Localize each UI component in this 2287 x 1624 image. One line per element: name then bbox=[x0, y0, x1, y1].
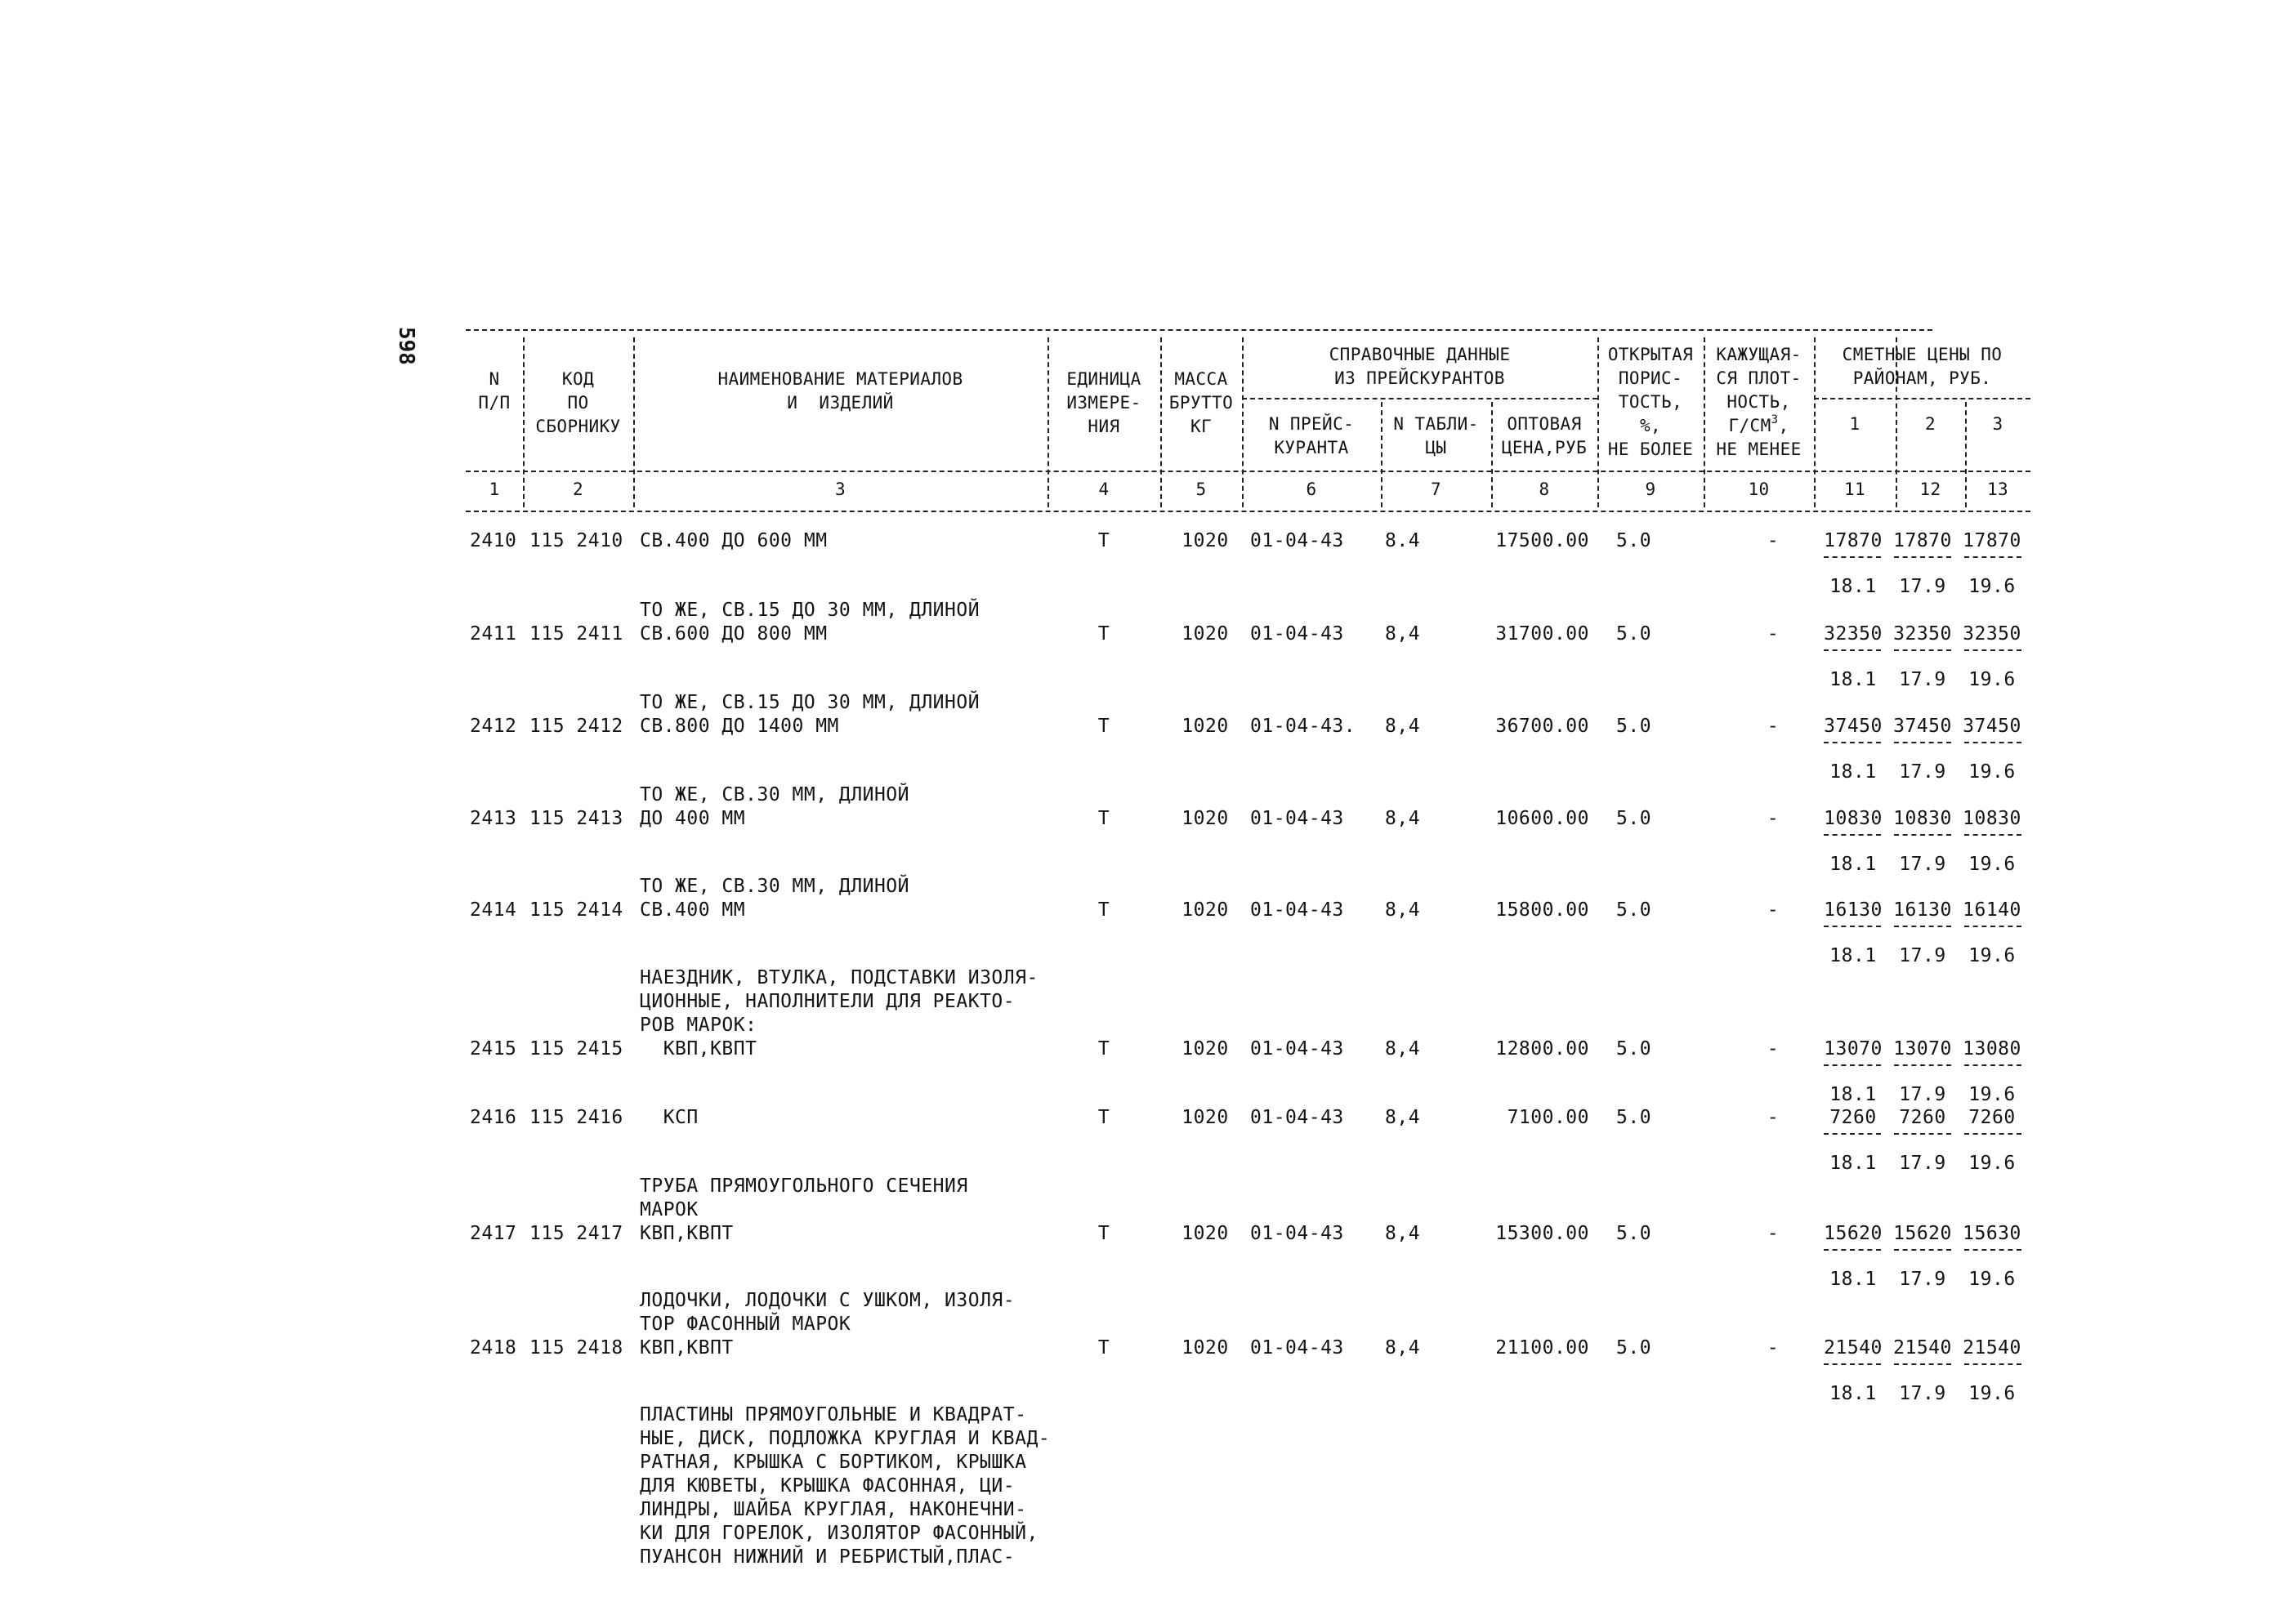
collection-code: 115 2410 bbox=[529, 530, 623, 551]
item-description-line: ТРУБА ПРЯМОУГОЛЬНОГО СЕЧЕНИЯ bbox=[640, 1176, 968, 1197]
item-name: КВП,КВПТ bbox=[640, 1038, 757, 1060]
unit: Т bbox=[1097, 1223, 1110, 1244]
fraction-rule bbox=[1894, 834, 1951, 836]
table-number: 8,4 bbox=[1385, 1337, 1421, 1359]
gross-mass: 1020 bbox=[1181, 716, 1229, 737]
unit: Т bbox=[1097, 899, 1110, 921]
estimate-price-region-3: 32350 bbox=[1963, 623, 2021, 645]
column-number: 4 bbox=[1098, 480, 1110, 499]
column-number: 5 bbox=[1195, 480, 1207, 499]
estimate-price-region-1: 16130 bbox=[1824, 899, 1883, 921]
estimate-price-region-2: 10830 bbox=[1893, 808, 1952, 829]
estimate-price-region-2: 17870 bbox=[1893, 530, 1952, 551]
table-number: 8,4 bbox=[1385, 1107, 1421, 1128]
estimate-price-region-1: 13070 bbox=[1824, 1038, 1883, 1060]
coefficient-region-2: 17.9 bbox=[1899, 669, 1946, 690]
header-c3-line: НАИМЕНОВАНИЕ МАТЕРИАЛОВ bbox=[717, 369, 963, 389]
estimate-price-region-3: 37450 bbox=[1963, 716, 2021, 737]
header-c2-line: КОД bbox=[561, 369, 595, 389]
fraction-rule bbox=[1824, 742, 1881, 743]
column-number: 13 bbox=[1986, 480, 2009, 499]
open-porosity: 5.0 bbox=[1616, 808, 1652, 829]
table-number: 8,4 bbox=[1385, 899, 1421, 921]
item-name: СВ.400 ДО 600 ММ bbox=[640, 530, 828, 551]
header-c7-line: ЦЫ bbox=[1425, 438, 1447, 457]
table-number: 8.4 bbox=[1385, 530, 1421, 551]
gross-mass: 1020 bbox=[1181, 899, 1229, 921]
pricelist-number: 01-04-43 bbox=[1250, 1038, 1344, 1060]
item-name: СВ.400 ММ bbox=[640, 899, 746, 921]
coefficient-region-1: 18.1 bbox=[1829, 576, 1877, 597]
header-c6-line: КУРАНТА bbox=[1274, 438, 1349, 457]
header-c5-line: БРУТТО bbox=[1168, 393, 1234, 413]
estimate-price-region-1: 7260 bbox=[1829, 1107, 1877, 1128]
pricelist-number: 01-04-43 bbox=[1250, 1107, 1344, 1128]
header-c8-line: ЦЕНА,РУБ bbox=[1501, 438, 1588, 457]
estimate-price-region-3: 10830 bbox=[1963, 808, 2021, 829]
item-description-line: ТО ЖЕ, СВ.30 ММ, ДЛИНОЙ bbox=[640, 876, 909, 897]
collection-code: 115 2416 bbox=[529, 1107, 623, 1128]
row-number: 2410 bbox=[470, 530, 517, 551]
header-c5-line: МАССА bbox=[1174, 369, 1228, 389]
apparent-density: - bbox=[1767, 623, 1780, 645]
row-number: 2411 bbox=[470, 623, 517, 645]
price-group-title: СМЕТНЫЕ ЦЕНЫ ПО bbox=[1842, 345, 2003, 364]
row-number: 2418 bbox=[470, 1337, 517, 1359]
coefficient-region-1: 18.1 bbox=[1829, 1383, 1877, 1404]
estimate-price-region-1: 37450 bbox=[1824, 716, 1883, 737]
gross-mass: 1020 bbox=[1181, 1337, 1229, 1359]
apparent-density: - bbox=[1767, 808, 1780, 829]
table-number: 8,4 bbox=[1385, 1223, 1421, 1244]
collection-code: 115 2411 bbox=[529, 623, 623, 645]
fraction-rule bbox=[1964, 1133, 2021, 1135]
table-top-rule bbox=[466, 329, 1932, 331]
column-number: 2 bbox=[572, 480, 584, 499]
apparent-density: - bbox=[1767, 1223, 1780, 1244]
fraction-rule bbox=[1964, 834, 2021, 836]
fraction-rule bbox=[1824, 926, 1881, 927]
item-description-line: ТОР ФАСОННЫЙ МАРОК bbox=[640, 1314, 851, 1335]
coefficient-region-3: 19.6 bbox=[1968, 761, 2016, 783]
header-c10-line: НОСТЬ, bbox=[1726, 392, 1791, 412]
fraction-rule bbox=[1964, 1249, 2021, 1251]
item-name: СВ.800 ДО 1400 ММ bbox=[640, 716, 839, 737]
coefficient-region-2: 17.9 bbox=[1899, 576, 1946, 597]
coefficient-region-1: 18.1 bbox=[1829, 945, 1877, 966]
pricelist-number: 01-04-43 bbox=[1250, 1337, 1344, 1359]
fraction-rule bbox=[1964, 926, 2021, 927]
pricelist-number: 01-04-43 bbox=[1250, 530, 1344, 551]
coefficient-region-3: 19.6 bbox=[1968, 1383, 2016, 1404]
table-number: 8,4 bbox=[1385, 808, 1421, 829]
collection-code: 115 2418 bbox=[529, 1337, 623, 1359]
ref-group-title: ИЗ ПРЕЙСКУРАНТОВ bbox=[1334, 368, 1505, 388]
header-bottom-rule bbox=[466, 511, 2030, 512]
estimate-price-region-3: 17870 bbox=[1963, 530, 2021, 551]
continued-description-line: РАТНАЯ, КРЫШКА С БОРТИКОМ, КРЫШКА bbox=[640, 1452, 1027, 1473]
fraction-rule bbox=[1824, 1363, 1881, 1365]
coefficient-region-1: 18.1 bbox=[1829, 761, 1877, 783]
header-c9-line: ОТКРЫТАЯ bbox=[1607, 345, 1694, 364]
item-name: КСП bbox=[640, 1107, 699, 1128]
region-number: 2 bbox=[1924, 414, 1936, 434]
cube-superscript: 3 bbox=[1771, 413, 1779, 426]
estimate-price-region-2: 7260 bbox=[1899, 1107, 1946, 1128]
estimate-price-region-2: 21540 bbox=[1893, 1337, 1952, 1359]
coefficient-region-2: 17.9 bbox=[1899, 761, 1946, 783]
column-number: 10 bbox=[1748, 480, 1770, 499]
fraction-rule bbox=[1824, 556, 1881, 558]
estimate-price-region-1: 21540 bbox=[1824, 1337, 1883, 1359]
header-c9-line: ТОСТЬ, bbox=[1618, 392, 1683, 412]
header-c4-line: ИЗМЕРЕ- bbox=[1066, 393, 1141, 413]
gross-mass: 1020 bbox=[1181, 808, 1229, 829]
item-description-line: МАРОК bbox=[640, 1199, 699, 1220]
table-number: 8,4 bbox=[1385, 623, 1421, 645]
wholesale-price: 10600.00 bbox=[1495, 808, 1589, 829]
price-subheader-rule bbox=[1814, 398, 2030, 399]
column-number: 1 bbox=[489, 480, 500, 499]
coefficient-region-1: 18.1 bbox=[1829, 1153, 1877, 1174]
apparent-density: - bbox=[1767, 1107, 1780, 1128]
row-number: 2417 bbox=[470, 1223, 517, 1244]
fraction-rule bbox=[1964, 649, 2021, 651]
collection-code: 115 2417 bbox=[529, 1223, 623, 1244]
open-porosity: 5.0 bbox=[1616, 1223, 1652, 1244]
fraction-rule bbox=[1824, 834, 1881, 836]
collection-code: 115 2414 bbox=[529, 899, 623, 921]
header-c4-line: ЕДИНИЦА bbox=[1066, 369, 1141, 389]
fraction-rule bbox=[1894, 1249, 1951, 1251]
header-c8-line: ОПТОВАЯ bbox=[1507, 414, 1582, 434]
fraction-rule bbox=[1964, 1064, 2021, 1066]
apparent-density: - bbox=[1767, 1038, 1780, 1060]
open-porosity: 5.0 bbox=[1616, 1337, 1652, 1359]
coefficient-region-2: 17.9 bbox=[1899, 945, 1946, 966]
unit: Т bbox=[1097, 1107, 1110, 1128]
wholesale-price: 7100.00 bbox=[1507, 1107, 1589, 1128]
coefficient-region-3: 19.6 bbox=[1968, 945, 2016, 966]
item-name: КВП,КВПТ bbox=[640, 1223, 734, 1244]
coefficient-region-2: 17.9 bbox=[1899, 854, 1946, 875]
estimate-price-region-3: 15630 bbox=[1963, 1223, 2021, 1244]
open-porosity: 5.0 bbox=[1616, 1107, 1652, 1128]
pricelist-number: 01-04-43 bbox=[1250, 1223, 1344, 1244]
apparent-density: - bbox=[1767, 716, 1780, 737]
wholesale-price: 15800.00 bbox=[1495, 899, 1589, 921]
gross-mass: 1020 bbox=[1181, 1107, 1229, 1128]
row-number: 2414 bbox=[470, 899, 517, 921]
wholesale-price: 36700.00 bbox=[1495, 716, 1589, 737]
apparent-density: - bbox=[1767, 899, 1780, 921]
gross-mass: 1020 bbox=[1181, 1223, 1229, 1244]
estimate-price-region-3: 16140 bbox=[1963, 899, 2021, 921]
apparent-density: - bbox=[1767, 1337, 1780, 1359]
fraction-rule bbox=[1894, 1064, 1951, 1066]
item-description-line: ТО ЖЕ, СВ.30 ММ, ДЛИНОЙ bbox=[640, 784, 909, 805]
header-c9-line: НЕ БОЛЕЕ bbox=[1607, 439, 1694, 459]
column-number: 9 bbox=[1645, 480, 1656, 499]
item-name: СВ.600 ДО 800 ММ bbox=[640, 623, 828, 645]
region-number: 1 bbox=[1849, 414, 1860, 434]
coefficient-region-1: 18.1 bbox=[1829, 1084, 1877, 1105]
gross-mass: 1020 bbox=[1181, 1038, 1229, 1060]
coefficient-region-3: 19.6 bbox=[1968, 1153, 2016, 1174]
column-number: 3 bbox=[834, 480, 846, 499]
apparent-density: - bbox=[1767, 530, 1780, 551]
estimate-price-region-2: 16130 bbox=[1893, 899, 1952, 921]
estimate-price-region-2: 32350 bbox=[1893, 623, 1952, 645]
estimate-price-region-3: 21540 bbox=[1963, 1337, 2021, 1359]
estimate-price-region-1: 32350 bbox=[1824, 623, 1883, 645]
header-c2-line: СБОРНИКУ bbox=[535, 417, 621, 436]
wholesale-price: 17500.00 bbox=[1495, 530, 1589, 551]
open-porosity: 5.0 bbox=[1616, 623, 1652, 645]
fraction-rule bbox=[1894, 1133, 1951, 1135]
fraction-rule bbox=[1894, 1363, 1951, 1365]
coefficient-region-3: 19.6 bbox=[1968, 576, 2016, 597]
estimate-price-region-1: 17870 bbox=[1824, 530, 1883, 551]
header-c3-line: И ИЗДЕЛИЙ bbox=[787, 393, 894, 413]
page-number: 598 bbox=[394, 327, 418, 365]
coefficient-region-2: 17.9 bbox=[1899, 1084, 1946, 1105]
column-number: 8 bbox=[1539, 480, 1550, 499]
collection-code: 115 2415 bbox=[529, 1038, 623, 1060]
estimate-price-region-2: 15620 bbox=[1893, 1223, 1952, 1244]
item-description-line: ТО ЖЕ, СВ.15 ДО 30 ММ, ДЛИНОЙ bbox=[640, 692, 980, 713]
coefficient-region-1: 18.1 bbox=[1829, 669, 1877, 690]
fraction-rule bbox=[1964, 556, 2021, 558]
fraction-rule bbox=[1964, 1363, 2021, 1365]
item-description-line: ЛОДОЧКИ, ЛОДОЧКИ С УШКОМ, ИЗОЛЯ- bbox=[640, 1290, 1016, 1311]
column-number: 6 bbox=[1306, 480, 1317, 499]
continued-description-line: КИ ДЛЯ ГОРЕЛОК, ИЗОЛЯТОР ФАСОННЫЙ, bbox=[640, 1523, 1039, 1544]
fraction-rule bbox=[1964, 742, 2021, 743]
item-name: КВП,КВПТ bbox=[640, 1337, 734, 1359]
estimate-price-region-2: 37450 bbox=[1893, 716, 1952, 737]
unit: Т bbox=[1097, 1038, 1110, 1060]
unit: Т bbox=[1097, 1337, 1110, 1359]
pricelist-number: 01-04-43. bbox=[1250, 716, 1356, 737]
header-c9-line: ПОРИС- bbox=[1618, 368, 1683, 388]
column-number: 7 bbox=[1430, 480, 1442, 499]
item-description-line: ТО ЖЕ, СВ.15 ДО 30 ММ, ДЛИНОЙ bbox=[640, 600, 980, 621]
estimate-price-region-1: 15620 bbox=[1824, 1223, 1883, 1244]
open-porosity: 5.0 bbox=[1616, 530, 1652, 551]
wholesale-price: 12800.00 bbox=[1495, 1038, 1589, 1060]
wholesale-price: 21100.00 bbox=[1495, 1337, 1589, 1359]
ref-subheader-rule bbox=[1242, 398, 1597, 399]
coefficient-region-1: 18.1 bbox=[1829, 1269, 1877, 1290]
header-c6-line: N ПРЕЙС- bbox=[1268, 414, 1355, 434]
collection-code: 115 2413 bbox=[529, 808, 623, 829]
header-c1-line: П/П bbox=[478, 393, 511, 413]
fraction-rule bbox=[1894, 649, 1951, 651]
row-number: 2415 bbox=[470, 1038, 517, 1060]
continued-description-line: ПУАНСОН НИЖНИЙ И РЕБРИСТЫЙ,ПЛАС- bbox=[640, 1546, 1016, 1568]
estimate-price-region-3: 13080 bbox=[1963, 1038, 2021, 1060]
row-number: 2413 bbox=[470, 808, 517, 829]
item-description-line: ЦИОННЫЕ, НАПОЛНИТЕЛИ ДЛЯ РЕАКТО- bbox=[640, 991, 1016, 1012]
continued-description-line: ЛИНДРЫ, ШАЙБА КРУГЛАЯ, НАКОНЕЧНИ- bbox=[640, 1499, 1027, 1520]
fraction-rule bbox=[1824, 1064, 1881, 1066]
header-c10-line: $Г/СМ^3$, bbox=[1728, 413, 1789, 435]
open-porosity: 5.0 bbox=[1616, 1038, 1652, 1060]
coefficient-region-2: 17.9 bbox=[1899, 1383, 1946, 1404]
row-number: 2416 bbox=[470, 1107, 517, 1128]
estimate-price-region-1: 10830 bbox=[1824, 808, 1883, 829]
column-number: 12 bbox=[1919, 480, 1941, 499]
header-c2-line: ПО bbox=[567, 393, 589, 413]
open-porosity: 5.0 bbox=[1616, 716, 1652, 737]
unit: Т bbox=[1097, 623, 1110, 645]
item-name: ДО 400 ММ bbox=[640, 808, 746, 829]
estimate-price-region-2: 13070 bbox=[1893, 1038, 1952, 1060]
pricelist-number: 01-04-43 bbox=[1250, 808, 1344, 829]
item-description-line: НАЕЗДНИК, ВТУЛКА, ПОДСТАВКИ ИЗОЛЯ- bbox=[640, 967, 1039, 988]
fraction-rule bbox=[1824, 1133, 1881, 1135]
table-number: 8,4 bbox=[1385, 716, 1421, 737]
continued-description-line: ПЛАСТИНЫ ПРЯМОУГОЛЬНЫЕ И КВАДРАТ- bbox=[640, 1404, 1027, 1425]
header-c9-line: %, bbox=[1639, 416, 1662, 435]
fraction-rule bbox=[1894, 926, 1951, 927]
collection-code: 115 2412 bbox=[529, 716, 623, 737]
column-number: 11 bbox=[1843, 480, 1866, 499]
wholesale-price: 15300.00 bbox=[1495, 1223, 1589, 1244]
header-c4-line: НИЯ bbox=[1088, 417, 1120, 436]
unit: Т bbox=[1097, 530, 1110, 551]
region-number: 3 bbox=[1992, 414, 2003, 434]
header-c10-line: НЕ МЕНЕЕ bbox=[1716, 439, 1802, 459]
coefficient-region-2: 17.9 bbox=[1899, 1153, 1946, 1174]
open-porosity: 5.0 bbox=[1616, 899, 1652, 921]
fraction-rule bbox=[1824, 649, 1881, 651]
continued-description-line: НЫЕ, ДИСК, ПОДЛОЖКА КРУГЛАЯ И КВАД- bbox=[640, 1428, 1051, 1449]
header-c10-line: СЯ ПЛОТ- bbox=[1716, 368, 1802, 388]
wholesale-price: 31700.00 bbox=[1495, 623, 1589, 645]
item-description-line: РОВ МАРОК: bbox=[640, 1015, 757, 1036]
header-c1-line: N bbox=[489, 369, 500, 389]
coefficient-region-3: 19.6 bbox=[1968, 1269, 2016, 1290]
gross-mass: 1020 bbox=[1181, 530, 1229, 551]
price-group-title: РАЙОНАМ, РУБ. bbox=[1852, 368, 1992, 388]
row-number: 2412 bbox=[470, 716, 517, 737]
ref-group-title: СПРАВОЧНЫЕ ДАННЫЕ bbox=[1329, 345, 1511, 364]
coefficient-region-2: 17.9 bbox=[1899, 1269, 1946, 1290]
fraction-rule bbox=[1824, 1249, 1881, 1251]
header-rule bbox=[466, 471, 2030, 472]
coefficient-region-3: 19.6 bbox=[1968, 1084, 2016, 1105]
unit: Т bbox=[1097, 716, 1110, 737]
continued-description-line: ДЛЯ КЮВЕТЫ, КРЫШКА ФАСОННАЯ, ЦИ- bbox=[640, 1475, 1016, 1497]
pricelist-number: 01-04-43 bbox=[1250, 899, 1344, 921]
header-c7-line: N ТАБЛИ- bbox=[1393, 414, 1479, 434]
header-c5-line: КГ bbox=[1190, 417, 1213, 436]
coefficient-region-3: 19.6 bbox=[1968, 854, 2016, 875]
fraction-rule bbox=[1894, 742, 1951, 743]
unit: Т bbox=[1097, 808, 1110, 829]
fraction-rule bbox=[1894, 556, 1951, 558]
pricelist-number: 01-04-43 bbox=[1250, 623, 1344, 645]
table-number: 8,4 bbox=[1385, 1038, 1421, 1060]
gross-mass: 1020 bbox=[1181, 623, 1229, 645]
coefficient-region-1: 18.1 bbox=[1829, 854, 1877, 875]
estimate-price-region-3: 7260 bbox=[1968, 1107, 2016, 1128]
coefficient-region-3: 19.6 bbox=[1968, 669, 2016, 690]
header-c10-line: КАЖУЩАЯ- bbox=[1716, 345, 1802, 364]
